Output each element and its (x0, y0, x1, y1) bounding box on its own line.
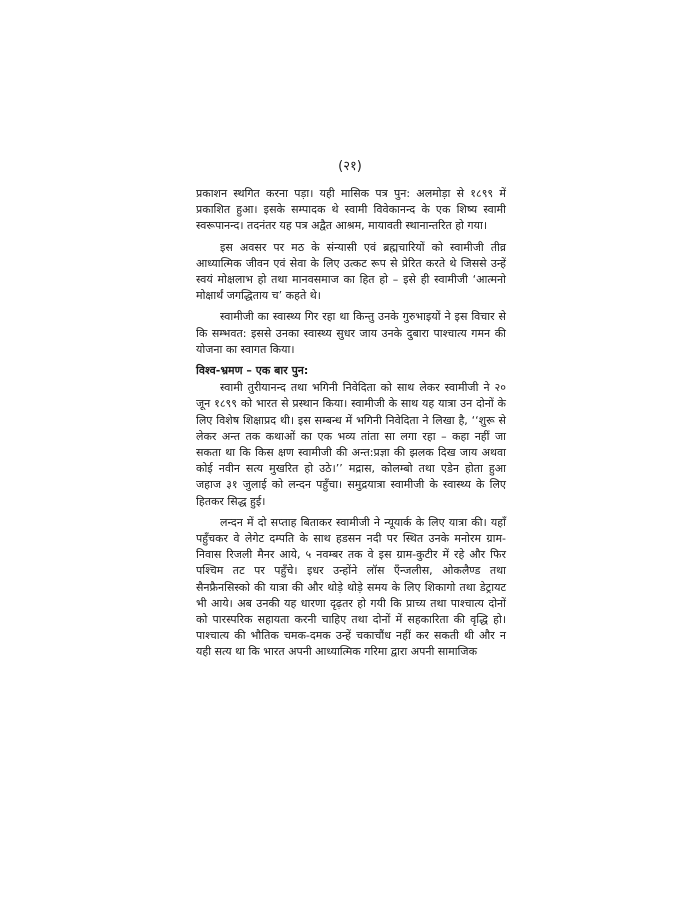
page-number: (२१) (338, 159, 362, 174)
paragraph: लन्दन में दो सप्ताह बिताकर स्वामीजी ने न्यूयार्क के लिए यात्रा की। यहाँ पहुँचकर वे लेगेट दम्पति के साथ हडसन नदी पर स्थित उनके मनोरम ग्राम-निवास रिजली मैनर आये, ५ नवम्बर तक वे इस ग्राम-कुटीर में रहे और फिर पश्चिम तट पर पहुँचे। इधर उन्होंने लॉस एँन्जलीस, ओकलैण्ड तथा सैनफ्रैनसिस्को की यात्रा की और थोड़े थोड़े समय के लिए शिकागो तथा डेट्रायट भी आये। अब उनकी यह धारणा दृढ़तर हो गयी कि प्राच्य तथा पाश्चात्य दोनों को पारस्परिक सहायता करनी चाहिए तथा दोनों में सहकारिता की वृद्धि हो। पाश्चात्य की भौतिक चमक-दमक उन्हें चकाचौंध नहीं कर सकती थी और न यही सत्य था कि भारत अपनी आध्यात्मिक गरिमा द्वारा अपनी सामाजिक (196, 515, 506, 659)
paragraph: स्वामी तुरीयानन्द तथा भगिनी निवेदिता को साथ लेकर स्वामीजी ने २० जून १८९९ को भारत से प्रस्थान किया। स्वामीजी के साथ यह यात्रा उन दोनों के लिए विशेष शिक्षाप्रद थी। इस सम्बन्ध में भगिनी निवेदिता ने लिखा है, ‘‘शुरू से लेकर अन्त तक कथाओं का एक भव्य तांता सा लगा रहा – कहा नहीं जा सकता था कि किस क्षण स्वामीजी की अन्त:प्रज्ञा की झलक दिख जाय अथवा कोई नवीन सत्य मुखरित हो उठे।’’ मद्रास, कोलम्बो तथा एडेन होता हुआ जहाज ३१ जुलाई को लन्दन पहुँचा। समुद्रयात्रा स्वामीजी के स्वास्थ्य के लिए हितकर सिद्ध हुई। (196, 381, 506, 508)
section-heading: विश्व-भ्रमण – एक बार पुन: (196, 364, 309, 378)
paragraph: इस अवसर पर मठ के संन्यासी एवं ब्रह्मचारियों को स्वामीजी तीव्र आध्यात्मिक जीवन एवं सेवा के लिए उत्कट रूप से प्रेरित करते थे जिससे उन्हें स्वयं मोक्षलाभ हो तथा मानवसमाज का हित हो – इसे ही स्वामीजी ‘आत्मनो मोक्षार्थं जगद्धिताय च’ कहते थे। (196, 240, 506, 303)
paragraph-continued: प्रकाशन स्थगित करना पड़ा। यही मासिक पत्र पुन: अलमोड़ा से १८९९ में प्रकाशित हुआ। इसके सम्पादक थे स्वामी विवेकानन्द के एक शिष्य स्वामी स्वरूपानन्द। तदनंतर यह पत्र अद्वैत आश्रम, मायावती स्थानान्तरित हो गया। (196, 187, 506, 233)
paragraph: स्वामीजी का स्वास्थ्य गिर रहा था किन्तु उनके गुरुभाइयों ने इस विचार से कि सम्भवत: इससे उनका स्वास्थ्य सुधर जाय उनके दुबारा पाश्चात्य गमन की योजना का स्वागत किया। (196, 310, 506, 356)
body-text (196, 186, 506, 666)
